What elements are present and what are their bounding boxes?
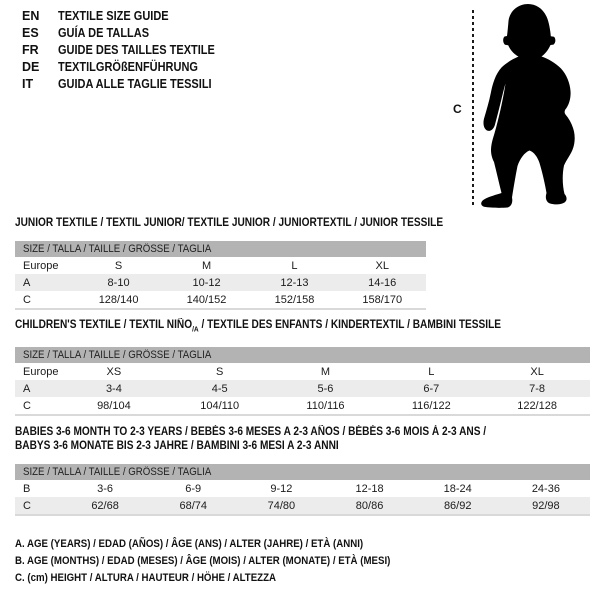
baby-silhouette-icon <box>478 0 578 210</box>
size-cell: 158/170 <box>362 293 403 306</box>
size-cell: 24-36 <box>531 482 560 495</box>
table-row-months <box>15 480 590 497</box>
row-label: B <box>23 482 31 495</box>
height-measure-label: C <box>453 102 462 116</box>
size-cell: 7-8 <box>484 380 590 397</box>
size-cell: 104/110 <box>200 399 240 412</box>
row-label: A <box>15 380 61 397</box>
size-cell: S <box>114 259 123 272</box>
language-code: ES <box>22 26 39 40</box>
junior-textile-section <box>15 216 444 310</box>
size-cell: 6-9 <box>185 482 202 495</box>
table-row-height <box>15 497 590 515</box>
footnote-c: C. (cm) HEIGHT / ALTURA / HAUTEUR / HÖHE / ALTEZZA <box>15 572 277 584</box>
footnote-legend <box>15 536 442 587</box>
size-cell: 9-12 <box>270 482 293 495</box>
size-cell: 8-10 <box>75 274 163 291</box>
title-subscript: /A <box>192 324 199 334</box>
size-cell: 18-24 <box>443 482 472 495</box>
row-label: Europe <box>23 259 59 272</box>
size-cell: M <box>320 365 331 378</box>
table-row-europe <box>15 257 426 274</box>
size-cell: 140/152 <box>186 293 227 306</box>
babies-textile-section <box>15 425 590 516</box>
size-cell: 74/80 <box>237 497 325 515</box>
language-code: EN <box>22 9 40 23</box>
childrens-size-table <box>15 347 590 416</box>
language-code: IT <box>22 77 34 91</box>
size-cell: L <box>428 365 435 378</box>
language-title: TEXTILE SIZE GUIDE <box>58 9 169 23</box>
size-cell: 14-16 <box>338 274 426 291</box>
size-cell: XL <box>530 365 544 378</box>
size-cell: 110/116 <box>306 399 345 412</box>
height-dashed-line <box>472 10 474 206</box>
size-cell: 152/158 <box>274 293 315 306</box>
table-row-height <box>15 291 426 309</box>
size-cell: S <box>216 365 224 378</box>
row-label: C <box>23 399 31 412</box>
junior-section-title: JUNIOR TEXTILE / TEXTIL JUNIOR/ TEXTILE JUNIOR / JUNIORTEXTIL / JUNIOR TESSILE <box>15 217 444 229</box>
language-row-it <box>22 76 236 93</box>
language-title: TEXTILGRÖßENFÜHRUNG <box>58 60 198 74</box>
footnote-a: A. AGE (YEARS) / EDAD (AÑOS) / ÂGE (ANS) / ALTER (JAHRE) / ETÀ (ANNI) <box>15 538 364 550</box>
size-cell: 68/74 <box>149 497 237 515</box>
size-cell: 116/122 <box>411 399 451 412</box>
footnote-b: B. AGE (MONTHS) / EDAD (MESES) / ÂGE (MOIS) / ALTER (MONATE) / ETÀ (MESI) <box>15 555 391 567</box>
language-title: GUÍA DE TALLAS <box>58 26 150 40</box>
language-title-list <box>22 8 236 93</box>
size-cell: 10-12 <box>163 274 251 291</box>
language-row-de <box>22 59 236 76</box>
size-cell: 80/86 <box>325 497 413 515</box>
language-row-fr <box>22 42 236 59</box>
junior-size-table <box>15 241 426 310</box>
language-code: FR <box>22 43 39 57</box>
size-cell: 3-6 <box>97 482 114 495</box>
size-cell: 128/140 <box>98 293 139 306</box>
row-label: A <box>15 274 75 291</box>
size-cell: 12-18 <box>355 482 384 495</box>
language-row-en <box>22 8 236 25</box>
size-cell: XL <box>375 259 389 272</box>
size-header-bar: SIZE / TALLA / TAILLE / GRÖSSE / TAGLIA <box>15 347 590 363</box>
language-code: DE <box>22 60 40 74</box>
size-header-bar: SIZE / TALLA / TAILLE / GRÖSSE / TAGLIA <box>15 241 426 257</box>
row-label: C <box>15 497 61 515</box>
table-row-height <box>15 397 590 415</box>
babies-size-table <box>15 464 590 516</box>
size-cell: 122/128 <box>517 399 557 412</box>
table-row-age <box>15 380 590 397</box>
size-cell: 98/104 <box>97 399 131 412</box>
size-cell: 4-5 <box>167 380 273 397</box>
size-header-row <box>15 241 426 257</box>
language-row-es <box>22 25 236 42</box>
size-cell: 6-7 <box>378 380 484 397</box>
size-cell: L <box>291 259 298 272</box>
size-header-row <box>15 347 590 363</box>
childrens-textile-section <box>15 318 590 416</box>
size-cell: XS <box>106 365 122 378</box>
language-title: GUIDA ALLE TAGLIE TESSILI <box>58 77 212 91</box>
language-title: GUIDE DES TAILLES TEXTILE <box>58 43 215 57</box>
size-cell: 5-6 <box>273 380 379 397</box>
size-cell: 62/68 <box>61 497 149 515</box>
size-cell: 86/92 <box>414 497 502 515</box>
size-cell: 12-13 <box>251 274 339 291</box>
childrens-section-title: CHILDREN'S TEXTILE / TEXTIL $NIÑO_{/A}$ / TEXTILE DES ENFANTS / KINDERTEXTIL / BAMBINI TESSILE <box>15 319 502 334</box>
size-cell: M <box>201 259 212 272</box>
row-label: C <box>23 293 31 306</box>
size-cell: 3-4 <box>61 380 167 397</box>
row-label: Europe <box>23 365 59 378</box>
size-header-row <box>15 464 590 480</box>
table-row-europe <box>15 363 590 380</box>
size-header-bar: SIZE / TALLA / TAILLE / GRÖSSE / TAGLIA <box>15 464 590 480</box>
size-cell: 92/98 <box>502 497 590 515</box>
table-row-age <box>15 274 426 291</box>
babies-section-title: BABIES 3-6 MONTH TO 2-3 YEARS / BEBÉS 3-6 MESES A 2-3 AÑOS / BÉBÉS 3-6 MOIS À 2-3 ANS / BABYS 3-6 MONATE BIS 2-3 JAHRE / BAMBINI 3-6 MESI A 2-3 ANNI <box>15 426 487 452</box>
